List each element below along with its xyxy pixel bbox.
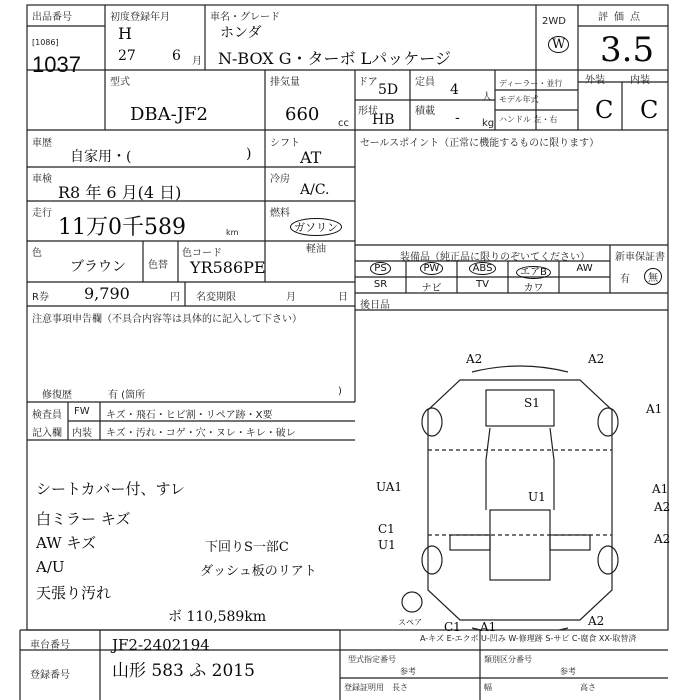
reg-cert-label: 登録証明用: [344, 683, 384, 692]
repaint-label: 色替: [148, 260, 168, 271]
doors-label: ドア: [358, 77, 378, 88]
damage-mark: C1: [378, 522, 395, 536]
first-reg-label: 初度登録年月: [110, 12, 170, 23]
aircon-value: A/C.: [300, 182, 330, 198]
load-label: 積載: [415, 106, 435, 117]
int-items: キズ・汚れ・コゲ・穴・ヌレ・キレ・破レ: [106, 428, 296, 439]
sales-point-label: セールスポイント（正常に機能するものに限ります）: [360, 138, 600, 149]
car-diagram: [390, 350, 650, 630]
equip-item: ABS: [457, 263, 508, 274]
damage-mark: S1: [524, 396, 540, 410]
recycle-value: 9,790: [84, 284, 130, 303]
month-unit: 月: [192, 56, 202, 67]
damage-mark: A1: [646, 402, 663, 416]
damage-mark: A2: [588, 352, 605, 366]
shape-label: 形状: [358, 106, 378, 117]
capacity-unit: 人: [482, 92, 492, 103]
ext-label: 外装: [585, 75, 605, 86]
equip-item: カワ: [523, 283, 544, 294]
width-label: 幅: [484, 683, 492, 692]
capacity-value: 4: [450, 82, 459, 98]
fw-label: FW: [74, 406, 90, 417]
equip-item: PS: [355, 263, 406, 274]
type-value: DBA-JF2: [130, 104, 208, 125]
mid-note: 下回りS一部C: [205, 540, 289, 555]
grade-label: 評価点: [598, 12, 646, 23]
shift-value: AT: [300, 148, 322, 167]
note-line: シートカバー付、すレ: [36, 480, 185, 498]
equipment-label: 装備品（純正品に限りのぞいてください）: [400, 252, 590, 263]
color-value: ブラウン: [70, 259, 126, 275]
damage-mark: C1: [444, 620, 461, 634]
make-label: 車名・グレード: [210, 12, 280, 23]
repair-close: ): [338, 386, 342, 397]
lot-label: 出品番号: [32, 12, 72, 23]
odometer-note: ボ 110,589km: [168, 609, 267, 625]
grade-value: 3.5: [600, 30, 655, 70]
registration-label: 登録番号: [30, 670, 70, 681]
lot-number: 1037: [32, 52, 81, 77]
equip-item: SR: [373, 279, 388, 290]
rear-seat-label: 後日品: [360, 300, 390, 311]
name-change-day: 日: [338, 292, 348, 303]
color-label: 色: [32, 248, 42, 259]
dealer-label: ディーラー・並行: [499, 79, 563, 88]
warranty-yes: 有: [620, 274, 630, 285]
notes-label: 注意事項申告欄（不具合内容等は具体的に記入して下さい）: [32, 314, 302, 325]
model-grade: N-BOX G・ターボ Lパッケージ: [218, 49, 451, 68]
length-label: 長さ: [392, 683, 408, 692]
repair-label: 修復歴: [42, 390, 72, 401]
history-label: 車歴: [32, 138, 52, 149]
chassis-label: 車台番号: [30, 640, 70, 651]
damage-mark: A1: [480, 620, 497, 634]
cc-unit: cc: [338, 118, 349, 129]
mileage-label: 走行: [32, 208, 52, 219]
note-line: 天張り汚れ: [36, 584, 112, 602]
capacity-label: 定員: [415, 77, 435, 88]
history-value: 自家用・(: [70, 149, 132, 165]
damage-mark: A2: [654, 532, 671, 546]
registration-value: 山形 583 ふ 2015: [112, 661, 255, 681]
type-label: 型式: [110, 77, 130, 88]
mileage-unit: km: [226, 228, 239, 237]
int-label: 内装: [630, 75, 650, 86]
equip-item: TV: [476, 279, 489, 290]
warranty-no: 無: [644, 268, 662, 285]
int-items-label: 内装: [72, 428, 92, 439]
fw-items: キズ・飛石・ヒビ割・リペア跡・X要: [106, 410, 273, 421]
history-close: ): [246, 146, 252, 162]
load-unit: kg: [482, 118, 495, 129]
doors-value: 5D: [378, 82, 399, 98]
damage-mark: U1: [528, 490, 546, 504]
equip-item: ナビ: [421, 283, 442, 294]
equip-item: AW: [576, 263, 593, 274]
ref-label-1: 参考: [400, 667, 416, 676]
recycle-label: R券: [32, 292, 49, 303]
equip-item: エアB: [508, 263, 559, 278]
damage-mark: U1: [378, 538, 396, 552]
shift-label: シフト: [270, 138, 300, 149]
name-change-label: 名変期限: [196, 292, 236, 303]
inspection-label: 車検: [32, 174, 52, 185]
ref-label-2: 参考: [560, 667, 576, 676]
ext-grade: C: [595, 96, 614, 124]
cc-label: 排気量: [270, 77, 300, 88]
height-label: 高さ: [580, 683, 596, 692]
damage-mark: A2: [654, 500, 671, 514]
damage-mark: A1: [652, 482, 669, 496]
lot-sub: [1086]: [32, 38, 59, 47]
int-grade: C: [640, 96, 659, 124]
make-value: ホンダ: [220, 25, 262, 41]
class-code-label: 類別区分番号: [484, 655, 532, 664]
model-year-label: モデル年式: [499, 95, 539, 104]
repair-value: 有 (箇所: [108, 390, 146, 401]
type-cert-label: 型式指定番号: [348, 655, 396, 664]
era: H: [118, 24, 132, 43]
mid-note: ダッシュ板のリアト: [200, 564, 317, 579]
recycle-unit: 円: [170, 292, 180, 303]
note-line: AW キズ: [36, 534, 97, 552]
note-line: 白ミラー キズ: [36, 510, 131, 528]
spare-label: スペア: [398, 618, 422, 627]
drive-mark: W: [548, 36, 569, 53]
warranty-label: 新車保証書: [615, 252, 665, 263]
reg-year: 27: [118, 48, 136, 64]
chassis-value: JF2-2402194: [112, 636, 210, 654]
fuel-gasoline: ガソリン: [290, 218, 342, 236]
load-value: -: [455, 110, 460, 126]
code-label: 色コード: [182, 248, 222, 259]
name-change-month: 月: [286, 292, 296, 303]
aircon-label: 冷房: [270, 174, 290, 185]
reg-month: 6: [172, 48, 181, 64]
mileage-value: 11万0千589: [58, 215, 186, 240]
shape-value: HB: [372, 112, 395, 128]
note-line: A/U: [36, 558, 65, 576]
fuel-light-oil: 軽油: [306, 244, 326, 255]
inspection-value: R8 年 6 月(4 日): [58, 183, 182, 202]
damage-mark: A2: [466, 352, 483, 366]
drive-label: 2WD: [542, 16, 566, 27]
damage-mark: UA1: [376, 480, 403, 494]
equip-item: PW: [406, 263, 457, 274]
inspector-label-2: 記入欄: [32, 428, 62, 439]
handle-label: ハンドル 左・右: [499, 115, 558, 124]
code-value: YR586PE: [190, 258, 266, 277]
inspector-label-1: 検査員: [32, 410, 62, 421]
cc-value: 660: [285, 104, 320, 125]
fuel-label: 燃料: [270, 208, 290, 219]
damage-legend: A-キズ E-エクボ U-凹み W-修理跡 S-サビ C-腐食 XX-取替済: [420, 634, 637, 643]
damage-mark: A2: [588, 614, 605, 628]
